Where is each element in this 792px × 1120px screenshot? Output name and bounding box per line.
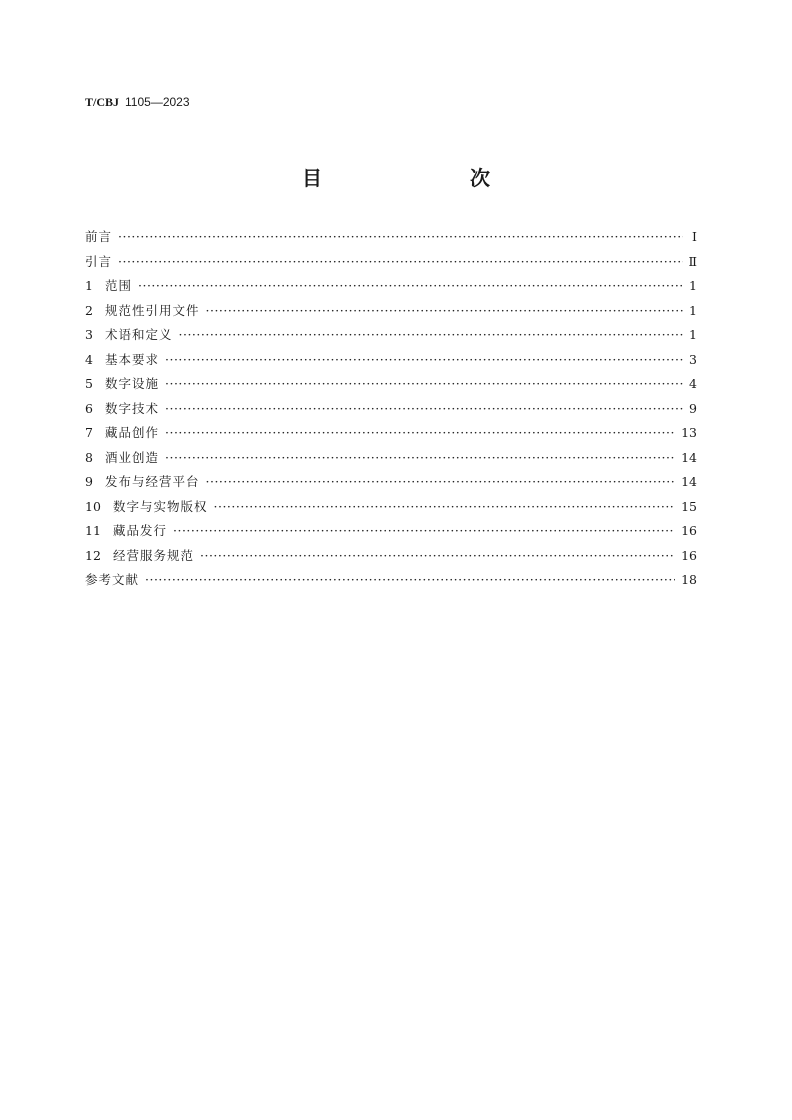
toc-label: 经营服务规范 (113, 547, 195, 563)
toc-page: 1 (689, 278, 697, 293)
toc-entry-references[interactable] (85, 570, 697, 595)
toc-number: 4 (85, 351, 93, 367)
toc-page: 9 (689, 400, 697, 416)
toc-number: 11 (85, 523, 101, 538)
toc-page: Ⅰ (692, 229, 697, 244)
toc-label: 发布与经营平台 (105, 474, 200, 489)
toc-label: 藏品发行 (113, 523, 168, 538)
toc-leader-dots (165, 423, 675, 443)
toc-number: 2 (85, 302, 93, 318)
toc-label: 前言 (85, 229, 113, 244)
toc-page: 14 (681, 449, 697, 465)
table-of-contents (85, 227, 697, 595)
toc-entry-12[interactable] (85, 546, 697, 571)
document-header (85, 95, 190, 110)
standard-code: T/CBJ (85, 95, 120, 109)
toc-label: 酒业创造 (105, 449, 160, 465)
toc-leader-dots (145, 570, 675, 590)
toc-leader-dots (118, 252, 682, 272)
toc-page: Ⅱ (688, 253, 697, 269)
toc-label: 术语和定义 (105, 327, 173, 342)
toc-label: 参考文献 (85, 572, 140, 587)
toc-number: 8 (85, 449, 93, 465)
toc-number: 5 (85, 376, 93, 391)
toc-leader-dots (165, 399, 683, 419)
toc-page: 15 (681, 498, 697, 514)
toc-leader-dots (206, 301, 683, 321)
toc-label: 引言 (85, 253, 113, 269)
toc-label: 藏品创作 (105, 425, 160, 440)
toc-entry-7[interactable] (85, 423, 697, 448)
toc-entry-5[interactable] (85, 374, 697, 399)
toc-page: 1 (689, 327, 697, 342)
toc-number: 6 (85, 400, 93, 416)
toc-leader-dots (173, 521, 675, 541)
toc-page: 16 (681, 523, 697, 538)
toc-leader-dots (118, 227, 683, 247)
toc-leader-dots (165, 350, 683, 370)
toc-number: 3 (85, 327, 93, 342)
toc-number: 10 (85, 498, 101, 514)
toc-label: 数字与实物版权 (113, 498, 208, 514)
toc-leader-dots (200, 546, 675, 566)
toc-label: 数字设施 (105, 376, 160, 391)
toc-entry-introduction[interactable] (85, 252, 697, 277)
toc-entry-1[interactable] (85, 276, 697, 301)
toc-page: 16 (681, 547, 697, 563)
toc-page: 18 (681, 572, 697, 587)
toc-number: 9 (85, 474, 93, 489)
toc-entry-8[interactable] (85, 448, 697, 473)
toc-entry-10[interactable] (85, 497, 697, 522)
toc-page: 14 (681, 474, 697, 489)
toc-page: 13 (681, 425, 697, 440)
toc-leader-dots (179, 325, 683, 345)
toc-label: 范围 (105, 278, 133, 293)
toc-label: 规范性引用文件 (105, 302, 200, 318)
toc-entry-3[interactable] (85, 325, 697, 350)
toc-page: 1 (689, 302, 697, 318)
toc-leader-dots (165, 374, 683, 394)
toc-number: 7 (85, 425, 93, 440)
toc-leader-dots (138, 276, 683, 296)
toc-entry-2[interactable] (85, 301, 697, 326)
toc-entry-6[interactable] (85, 399, 697, 424)
page-title: 目 次 (302, 166, 526, 190)
toc-number: 12 (85, 547, 101, 563)
toc-number: 1 (85, 278, 93, 293)
toc-entry-11[interactable] (85, 521, 697, 546)
toc-page: 3 (689, 351, 697, 367)
toc-label: 数字技术 (105, 400, 160, 416)
toc-leader-dots (165, 448, 675, 468)
toc-page: 4 (689, 376, 697, 391)
toc-entry-4[interactable] (85, 350, 697, 375)
toc-entry-9[interactable] (85, 472, 697, 497)
toc-label: 基本要求 (105, 351, 160, 367)
toc-leader-dots (206, 472, 676, 492)
standard-number: 1105—2023 (125, 95, 190, 109)
toc-entry-preface[interactable] (85, 227, 697, 252)
toc-leader-dots (214, 497, 676, 517)
